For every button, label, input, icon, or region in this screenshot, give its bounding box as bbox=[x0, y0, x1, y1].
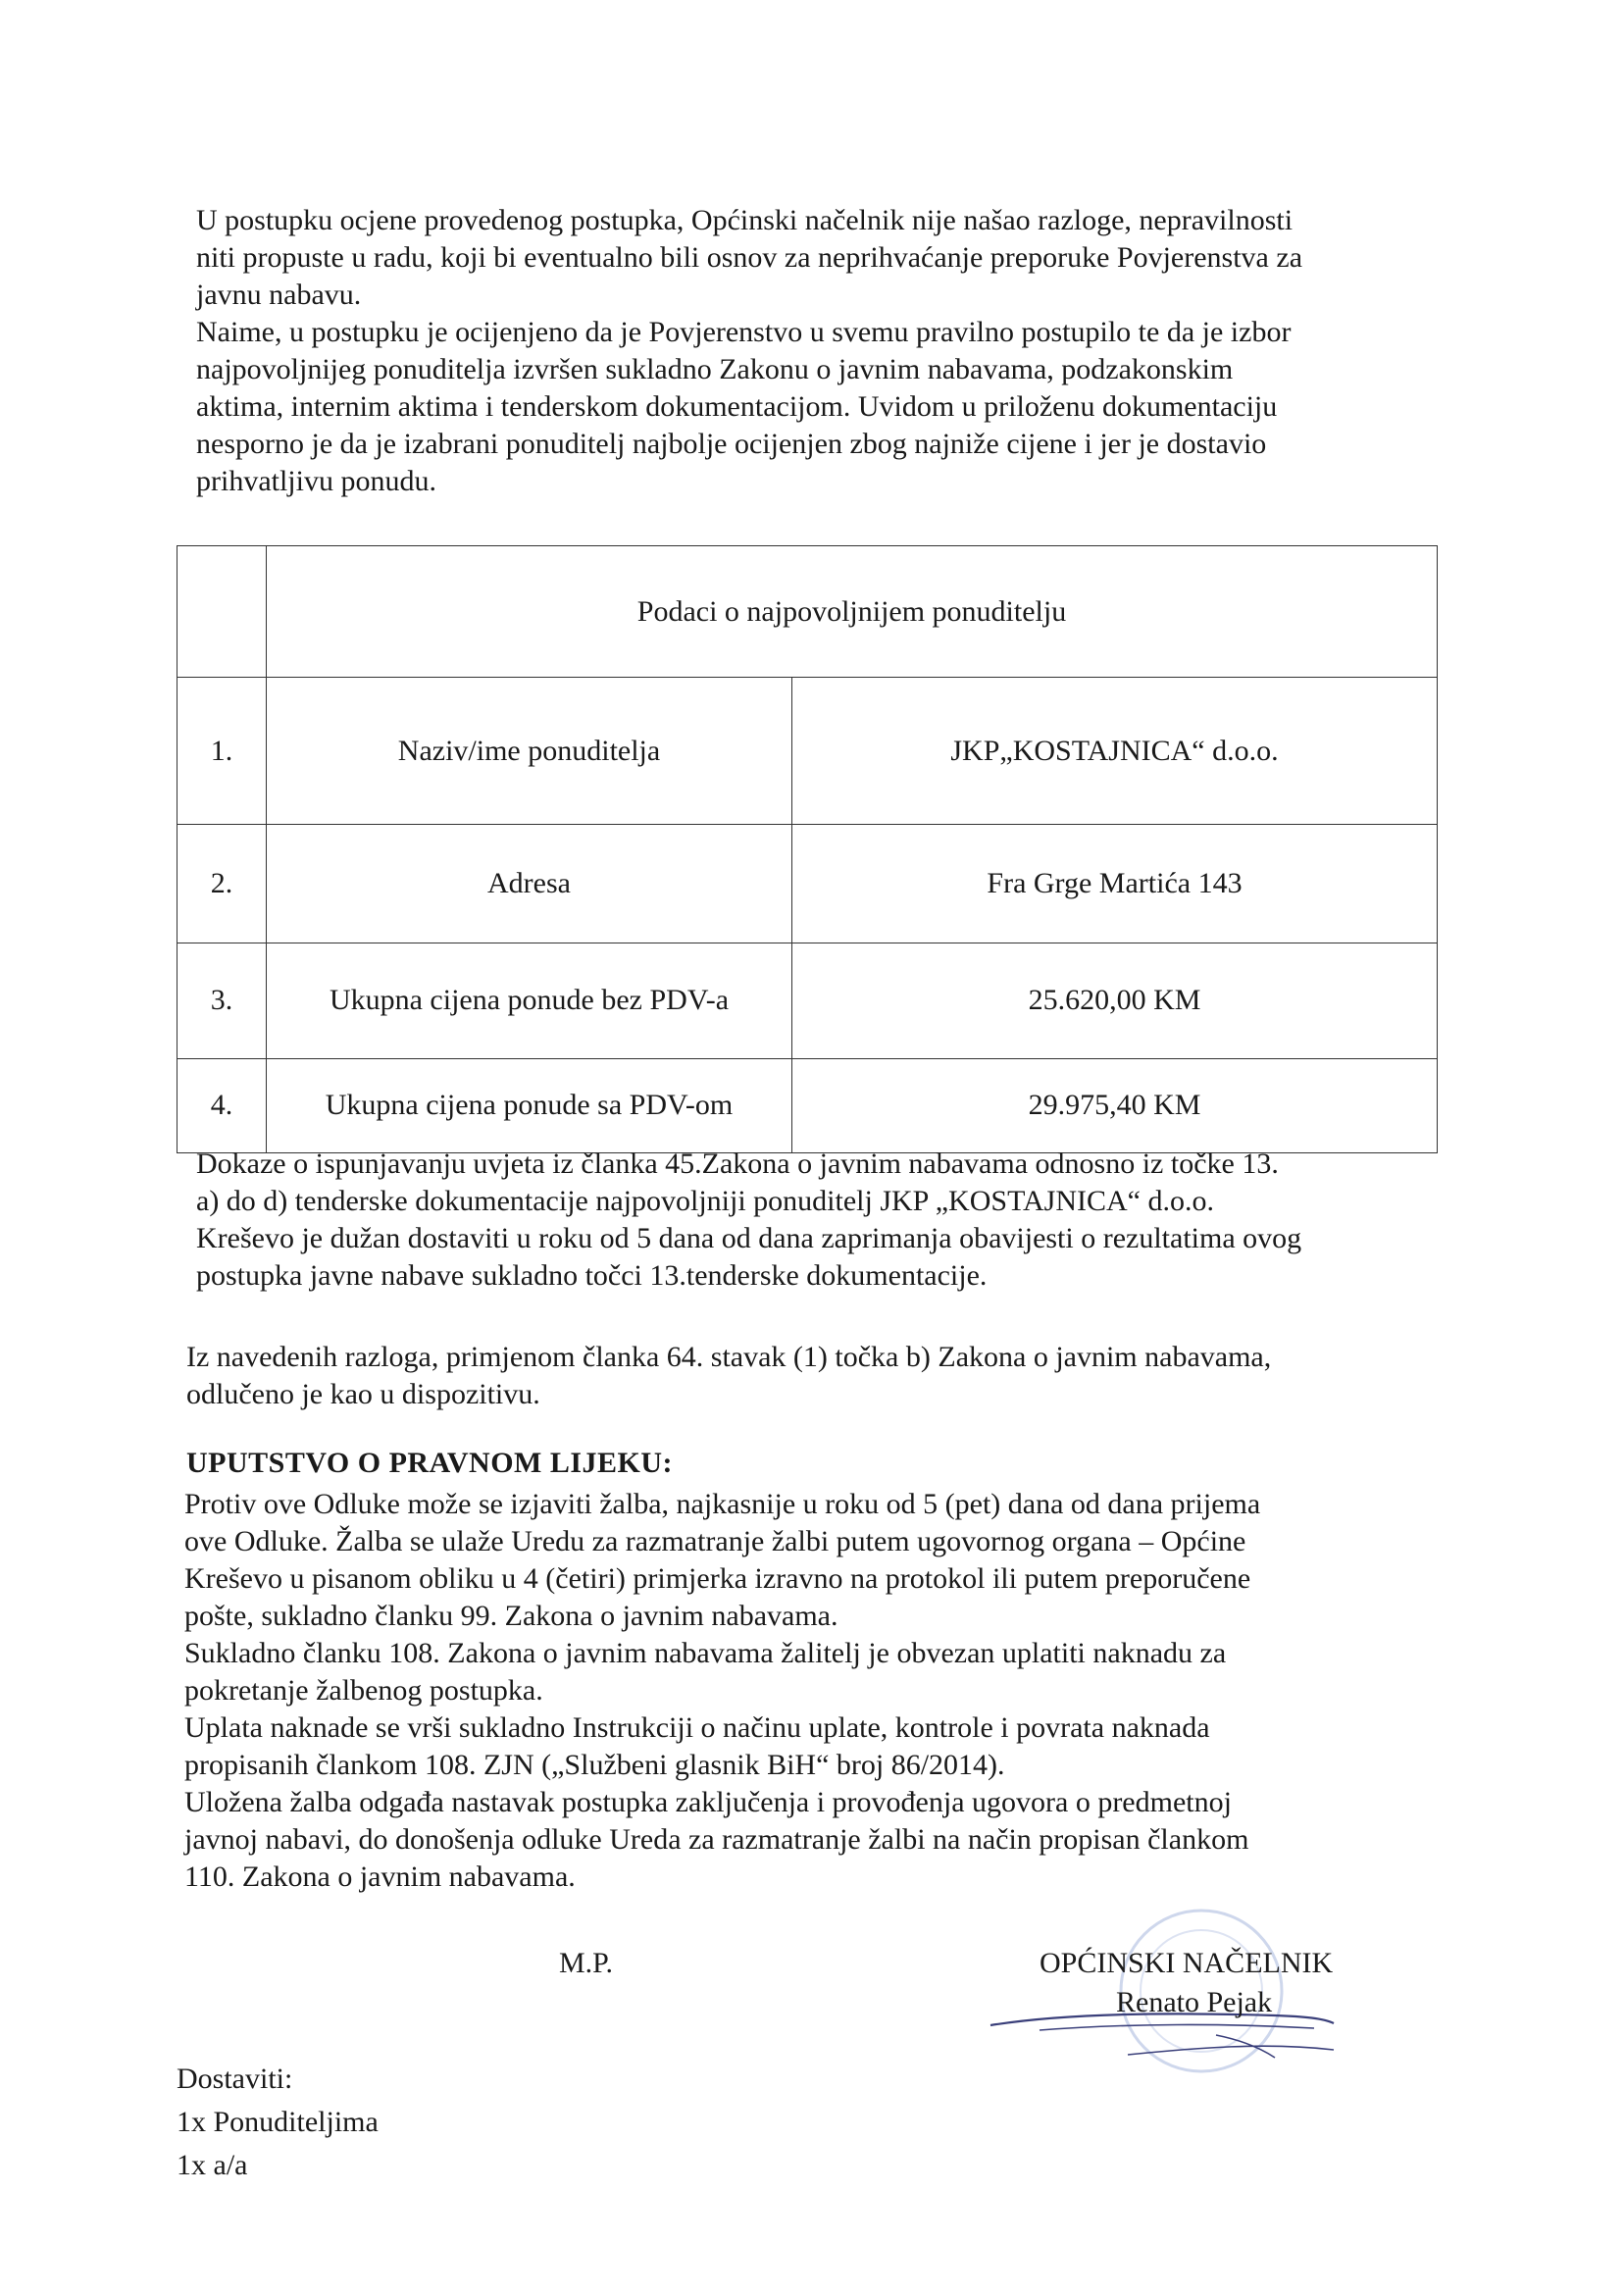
row-number: 3. bbox=[178, 943, 267, 1058]
intro-line: U postupku ocjene provedenog postupka, Općinski načelnik nije našao razloge, nepravilnosti bbox=[196, 204, 1294, 236]
remedy-line: Uplata naknade se vrši sukladno Instrukciji o načinu uplate, kontrole i povrata naknada bbox=[184, 1711, 1210, 1744]
intro-line: prihvatljivu ponudu. bbox=[196, 465, 436, 497]
table-corner-cell bbox=[178, 546, 267, 678]
row-number: 4. bbox=[178, 1058, 267, 1152]
remedy-line: pokretanje žalbenog postupka. bbox=[184, 1674, 543, 1707]
distribution-heading: Dostaviti: bbox=[177, 2063, 293, 2095]
signatory-name: Renato Pejak bbox=[1116, 1986, 1273, 2018]
proof-paragraph bbox=[196, 1146, 1432, 1295]
row-number: 2. bbox=[178, 825, 267, 943]
intro-line: javnu nabavu. bbox=[196, 279, 362, 311]
row-value: 25.620,00 KM bbox=[792, 943, 1438, 1058]
remedy-line: Protiv ove Odluke može se izjaviti žalba, najkasnije u roku od 5 (pet) dana od dana prijema bbox=[184, 1488, 1261, 1520]
remedy-line: propisanih člankom 108. ZJN („Službeni glasnik BiH“ broj 86/2014). bbox=[184, 1749, 1005, 1781]
signature-stroke bbox=[1128, 2046, 1334, 2055]
intro-line: nesporno je da je izabrani ponuditelj najbolje ocijenjen zbog najniže cijene i jer je dostavio bbox=[196, 428, 1267, 460]
row-number: 1. bbox=[178, 678, 267, 825]
legal-remedy-heading: UPUTSTVO O PRAVNOM LIJEKU: bbox=[186, 1447, 674, 1479]
seal-placeholder-mp: M.P. bbox=[559, 1947, 614, 1979]
remedy-line: pošte, sukladno članku 99. Zakona o javnim nabavama. bbox=[184, 1600, 838, 1632]
distribution-item: 1x Ponuditeljima bbox=[177, 2106, 379, 2138]
intro-paragraph bbox=[196, 202, 1432, 500]
distribution-item: 1x a/a bbox=[177, 2149, 248, 2181]
row-label: Adresa bbox=[267, 825, 792, 943]
remedy-line: ove Odluke. Žalba se ulaže Uredu za razmatranje žalbi putem ugovornog organa – Općine bbox=[184, 1525, 1246, 1557]
reasons-line: Iz navedenih razloga, primjenom članka 64. stavak (1) točka b) Zakona o javnim nabavama, bbox=[186, 1341, 1272, 1373]
proof-line: a) do d) tenderske dokumentacije najpovoljniji ponuditelj JKP „KOSTAJNICA“ d.o.o. bbox=[196, 1185, 1214, 1217]
remedy-line: Sukladno članku 108. Zakona o javnim nabavama žalitelj je obvezan uplatiti naknadu za bbox=[184, 1637, 1227, 1669]
intro-line: aktima, internim aktima i tenderskom dokumentacijom. Uvidom u priloženu dokumentaciju bbox=[196, 390, 1278, 423]
intro-line: niti propuste u radu, koji bi eventualno bili osnov za neprihvaćanje preporuke Povjerenstva za bbox=[196, 241, 1303, 274]
legal-remedy-paragraph bbox=[184, 1486, 1420, 1896]
proof-line: Kreševo je dužan dostaviti u roku od 5 dana od dana zaprimanja obavijesti o rezultatima ovog bbox=[196, 1222, 1302, 1254]
proof-line: postupka javne nabave sukladno točci 13.tenderske dokumentacije. bbox=[196, 1259, 988, 1292]
row-value: Fra Grge Martića 143 bbox=[792, 825, 1438, 943]
table-row bbox=[178, 678, 1438, 825]
remedy-line: Uložena žalba odgađa nastavak postupka zaključenja i provođenja ugovora o predmetnoj bbox=[184, 1786, 1232, 1818]
signatory-title: OPĆINSKI NAČELNIK bbox=[1040, 1947, 1334, 1979]
row-value: JKP„KOSTAJNICA“ d.o.o. bbox=[792, 678, 1438, 825]
proof-line: Dokaze o ispunjavanju uvjeta iz članka 45.Zakona o javnim nabavama odnosno iz točke 13. bbox=[196, 1147, 1279, 1180]
intro-line: najpovoljnijeg ponuditelja izvršen sukladno Zakonu o javnim nabavama, podzakonskim bbox=[196, 353, 1234, 385]
row-label: Naziv/ime ponuditelja bbox=[267, 678, 792, 825]
reasons-paragraph bbox=[186, 1339, 1422, 1413]
remedy-line: javnoj nabavi, do donošenja odluke Ureda za razmatranje žalbi na način propisan člankom bbox=[184, 1823, 1249, 1856]
row-label: Ukupna cijena ponude sa PDV-om bbox=[267, 1058, 792, 1152]
table-row bbox=[178, 1058, 1438, 1152]
table-row bbox=[178, 943, 1438, 1058]
row-value: 29.975,40 KM bbox=[792, 1058, 1438, 1152]
best-offer-table bbox=[177, 545, 1438, 1153]
remedy-line: 110. Zakona o javnim nabavama. bbox=[184, 1861, 576, 1893]
row-label: Ukupna cijena ponude bez PDV-a bbox=[267, 943, 792, 1058]
reasons-line: odlučeno je kao u dispozitivu. bbox=[186, 1378, 540, 1410]
distribution-list bbox=[177, 2058, 379, 2187]
table-header-row bbox=[178, 546, 1438, 678]
table-header: Podaci o najpovoljnijem ponuditelju bbox=[267, 546, 1438, 678]
remedy-line: Kreševo u pisanom obliku u 4 (četiri) primjerka izravno na protokol ili putem preporučene bbox=[184, 1562, 1251, 1595]
intro-line: Naime, u postupku je ocijenjeno da je Povjerenstvo u svemu pravilno postupilo te da je izbor bbox=[196, 316, 1292, 348]
table-row bbox=[178, 825, 1438, 943]
